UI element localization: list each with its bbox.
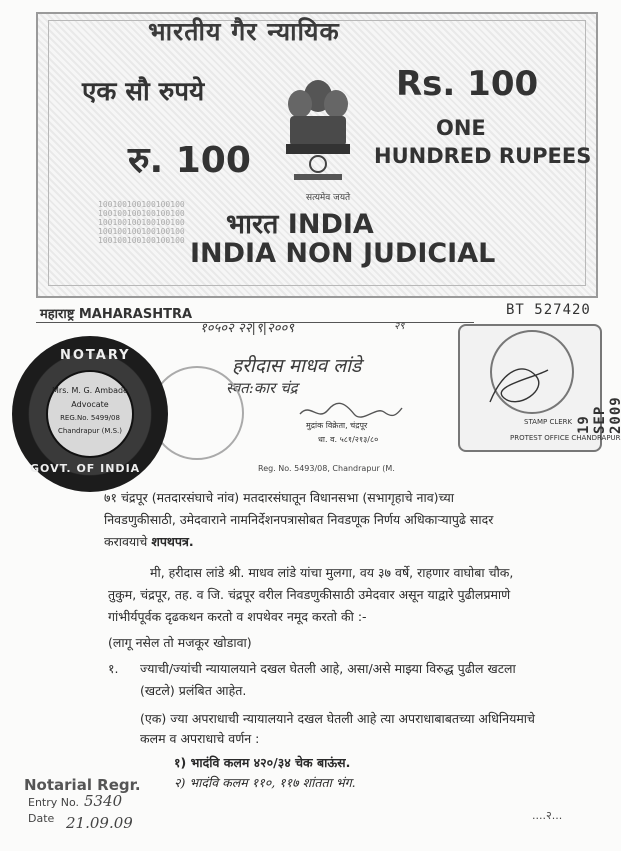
stamp-amount-words-hindi: एक सौ रुपये [82, 77, 205, 107]
entry-label: Entry No. [28, 796, 80, 809]
heading-title: शपथपत्र. [151, 534, 194, 549]
para-line-1: मी, हरीदास लांडे श्री. माधव लांडे यांचा मुलगा, वय ३७ वर्षे, राहणार वाघोबा चौक, [150, 565, 514, 580]
state-label: महाराष्ट्र MAHARASHTRA [40, 307, 193, 322]
stamp-type: INDIA NON JUDICIAL [190, 238, 496, 269]
national-emblem-icon [278, 74, 358, 190]
serial-number: BT 527420 [506, 302, 591, 318]
heading-prefix: करावयाचे [104, 534, 148, 549]
stamp-country: भारत INDIA [226, 209, 374, 240]
notary-name: Mrs. M. G. Ambade [52, 386, 128, 395]
item-number: १. [108, 661, 119, 676]
heading-line-2: निवडणुकीसाठी, उमेदवाराने नामनिर्देशनपत्रासोबत निवडणूक निर्णय अधिकाऱ्यापुढे सादर [104, 512, 494, 527]
notary-seal [12, 336, 168, 492]
para-line-3: गांभीर्यपूर्वक दृढकथन करतो व शपथेवर नमूद करतो की :- [108, 609, 367, 624]
office-stamp-clerk: STAMP CLERK [524, 418, 573, 426]
entry-value: 5340 [84, 792, 123, 810]
date-label: Date [28, 812, 55, 825]
heading-line-3 [104, 533, 194, 550]
notary-ring-top: NOTARY [60, 348, 131, 363]
case-2: २) भादंवि कलम ११०, ११७ शांतता भंग. [174, 775, 356, 790]
handwritten-ref: २९ [394, 321, 405, 332]
notary-reg: REG.No. 5499/08 [60, 414, 120, 422]
next-page-marker: ....२... [532, 809, 563, 822]
stamp-motto: सत्यमेव जयते [306, 193, 351, 203]
item-1-line-2: (खटले) प्रलंबित आहेत. [140, 683, 247, 698]
vendor-reg: Reg. No. 5493/08, Chandrapur (M. [258, 464, 395, 473]
date-value: 21.09.09 [66, 814, 133, 832]
heading-line-1: ७१ चंद्रपूर (मतदारसंघाचे नांव) मतदारसंघातून विधानसभा (सभागृहाचे नाव)च्या [104, 490, 454, 505]
notarial-regr-label: Notarial Regr. [24, 776, 141, 794]
item-1-line-1: ज्याची/ज्यांची न्यायालयाने दखल घेतली आहे, असा/असे माझ्या विरुद्ध पुढील खटला [140, 661, 516, 676]
subitem-line-2: कलम व अपराधाचे वर्णन : [140, 731, 260, 746]
para-line-2: तुकुम, चंद्रपूर, तह. व जि. चंद्रपूर वरील निवडणुकीसाठी उमेदवार असून याद्वारे पुढीलप्रमाणे [108, 587, 511, 602]
subitem-line-1: (एक) ज्या अपराधाची न्यायालयाने दखल घेतली आहे त्या अपराधाबाबतच्या अधिनियमाचे [140, 711, 535, 726]
handwritten-number: १०५०२ २२|९|२००९ [200, 321, 295, 336]
vendor-line-1: मुद्रांक विक्रेता, चंद्रपूर [306, 421, 368, 430]
signature-scribble [296, 400, 406, 422]
stamp-amount-words-en-1: ONE [436, 116, 486, 140]
handwritten-place: स्वत:कार चंद्र [226, 379, 298, 397]
handwritten-name: हरीदास माधव लांडे [232, 355, 362, 377]
vendor-line-2: धा. व. ५८१/२१३/८० [318, 435, 379, 444]
case-1: १) भादंवि कलम ४२०/३४ चेक बाऊंस. [174, 755, 351, 770]
office-stamp-date: 19 SEP 2009 [576, 396, 624, 434]
strike-note: (लागू नसेल तो मजकूर खोडावा) [108, 635, 252, 650]
notary-ring-bottom: GOVT. OF INDIA [30, 462, 141, 475]
stamp-header-hindi: भारतीय गैर न्यायिक [148, 17, 340, 46]
stamp-amount-rs: Rs. 100 [396, 64, 539, 104]
office-signature-scribble [484, 358, 554, 414]
notary-seal-center [46, 370, 134, 458]
stamp-microprint: 100100100100100100 100100100100100100 100100100100100100 100100100100100100 100100100100100100 [98, 200, 185, 245]
notary-title: Advocate [71, 400, 109, 409]
office-stamp-office: PROTEST OFFICE CHANDRAPUR [510, 434, 621, 442]
stamp-amount-words-en-2: HUNDRED RUPEES [374, 144, 592, 168]
notary-place: Chandrapur (M.S.) [57, 427, 123, 435]
stamp-amount-ru: रु. 100 [128, 140, 251, 181]
